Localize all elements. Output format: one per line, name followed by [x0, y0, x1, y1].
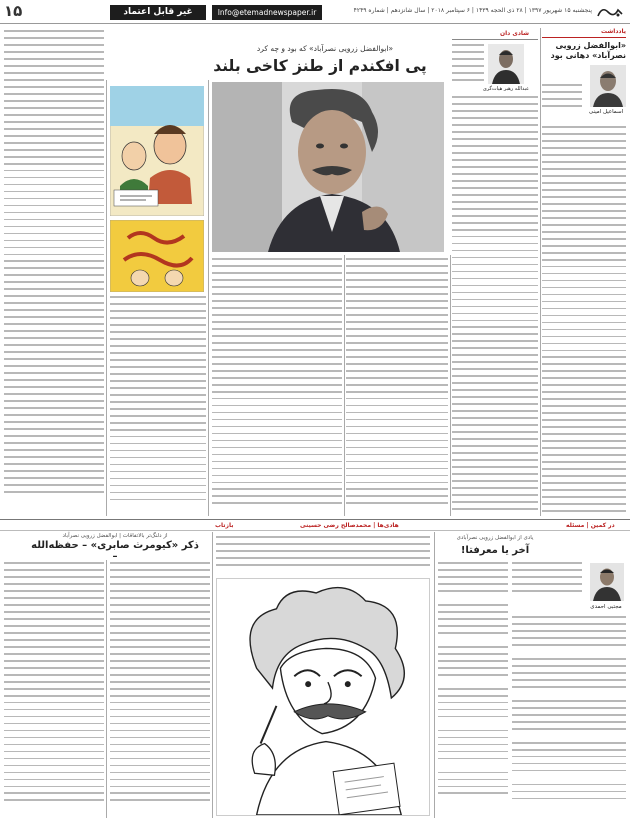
- divider: [450, 255, 451, 516]
- section-tag: بازتاب: [215, 522, 234, 529]
- divider: [106, 560, 107, 818]
- divider: [542, 37, 626, 38]
- email-address[interactable]: Info@etemadnewspaper.ir: [212, 5, 322, 20]
- text-block: [346, 258, 448, 514]
- author-name: عبدالله رهبر هیات‌گری: [482, 86, 530, 92]
- section-tag: هادی‌ها | محمدصالح رضی حسینی: [300, 522, 399, 529]
- article-title: آخر یا معرفتا!: [460, 545, 530, 556]
- text-block: [4, 30, 104, 514]
- author-portrait: [590, 563, 624, 601]
- right-column-article: [542, 28, 626, 516]
- text-block: [110, 562, 210, 814]
- divider: [208, 80, 209, 516]
- poem-block: [512, 562, 582, 602]
- author-portrait: [590, 65, 626, 107]
- article-subtitle: یادی از ابوالفضل زرویی نصرآبادی: [456, 535, 534, 541]
- author-name: مجتبی احمدی: [590, 604, 622, 610]
- column-author: اسماعیل امینی: [588, 109, 624, 115]
- divider: [212, 532, 213, 818]
- newspaper-logo-icon: [596, 4, 624, 20]
- author-portrait: [488, 44, 524, 84]
- section-label: غیر قابل اعتماد: [110, 5, 206, 20]
- text-block: [110, 296, 206, 514]
- book-cover: [110, 220, 204, 292]
- article-subtitle: از دلنگ‌تر بالاتفاقات | ابوالفضل زرویی نصرآباد: [62, 533, 168, 539]
- article-title: ذکر «کیومرث صابری» – حفظه‌الله –: [31, 540, 199, 562]
- text-block: [542, 126, 626, 516]
- text-block: [452, 44, 484, 84]
- divider: [452, 39, 538, 40]
- column-kicker: یادداشت: [601, 28, 626, 35]
- text-block: [452, 96, 538, 516]
- divider: [344, 255, 345, 516]
- section-tag: در کمین | مسئله: [566, 522, 615, 529]
- headline-kicker: «ابوالفضل زرویی نصرآباد» که بود و چه کرد: [256, 44, 394, 53]
- date-line: پنجشنبه ۱۵ شهریور ۱۳۹۷ | ۲۸ ذی الحجه ۱۴۳۹ | ۶ سپتامبر ۲۰۱۸ | سال شانزدهم | شماره ۴۲۴۹: [353, 7, 592, 14]
- section-tag: شادی دان: [500, 30, 530, 37]
- lower-section-bar: [0, 519, 630, 531]
- headline: پی افکندم از طنز کاخی بلند: [213, 57, 427, 75]
- divider: [106, 80, 107, 516]
- caricature-drawing: [216, 578, 430, 816]
- divider: [540, 28, 541, 516]
- page-number: ۱۵: [4, 2, 23, 20]
- book-cover: [110, 86, 204, 216]
- poem-block: [438, 562, 508, 814]
- main-photo: [212, 82, 444, 252]
- text-block: [212, 258, 342, 514]
- text-block: [216, 536, 430, 574]
- divider: [434, 532, 435, 818]
- masthead: [0, 0, 630, 24]
- text-block: [542, 84, 582, 112]
- text-block: [4, 562, 104, 814]
- column-title: «ابوالفضل زرویی نصرآباد» دهانی بود: [550, 41, 626, 60]
- poem-block: [512, 616, 626, 814]
